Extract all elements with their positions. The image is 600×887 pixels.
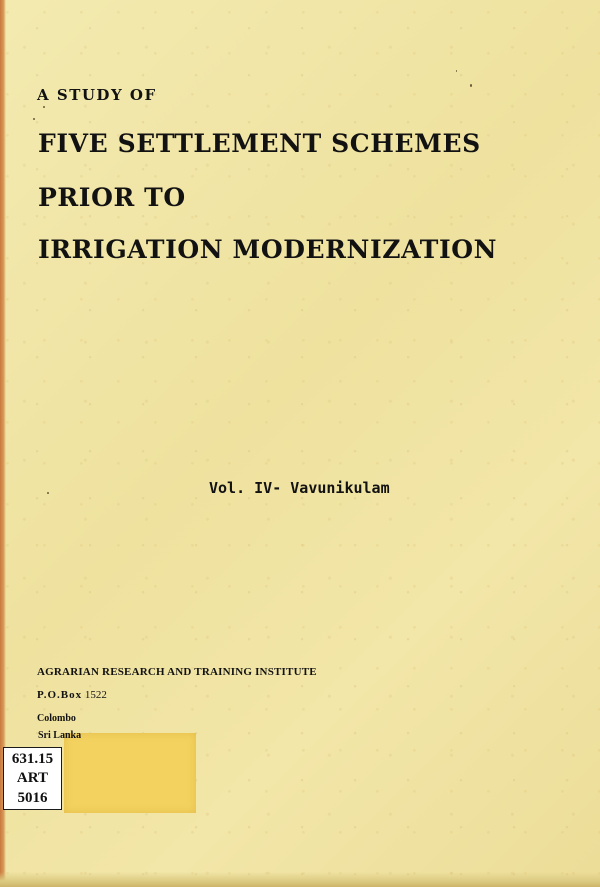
- publisher-city: Colombo: [37, 713, 76, 724]
- call-number-line-1: 631.15: [11, 751, 54, 767]
- publisher-institute: AGRARIAN RESEARCH AND TRAINING INSTITUTE: [37, 666, 317, 678]
- call-number-line-2: ART: [16, 770, 49, 786]
- cover-kicker: A STUDY OF: [37, 86, 157, 104]
- publisher-country: Sri Lanka: [38, 730, 82, 741]
- paper-speck: [33, 118, 35, 120]
- po-box-number: 1522: [84, 689, 107, 701]
- paper-speck: [456, 70, 457, 72]
- po-box-label: P.O.Box: [37, 689, 83, 701]
- title-line-2: PRIOR TO: [38, 183, 186, 212]
- title-line-3: IRRIGATION MODERNIZATION: [38, 235, 498, 264]
- publisher-po-box: [37, 689, 107, 701]
- paper-speck: [470, 84, 472, 87]
- paper-speck: [43, 106, 45, 108]
- volume-label: Vol. IV- Vavunikulam: [209, 479, 390, 497]
- yellow-sticker: [64, 733, 196, 813]
- title-line-1: FIVE SETTLEMENT SCHEMES: [38, 129, 481, 158]
- library-call-number-label: [3, 747, 62, 810]
- call-number-line-3: 5016: [17, 790, 48, 806]
- paper-speck: [47, 492, 49, 494]
- bottom-edge: [0, 872, 600, 887]
